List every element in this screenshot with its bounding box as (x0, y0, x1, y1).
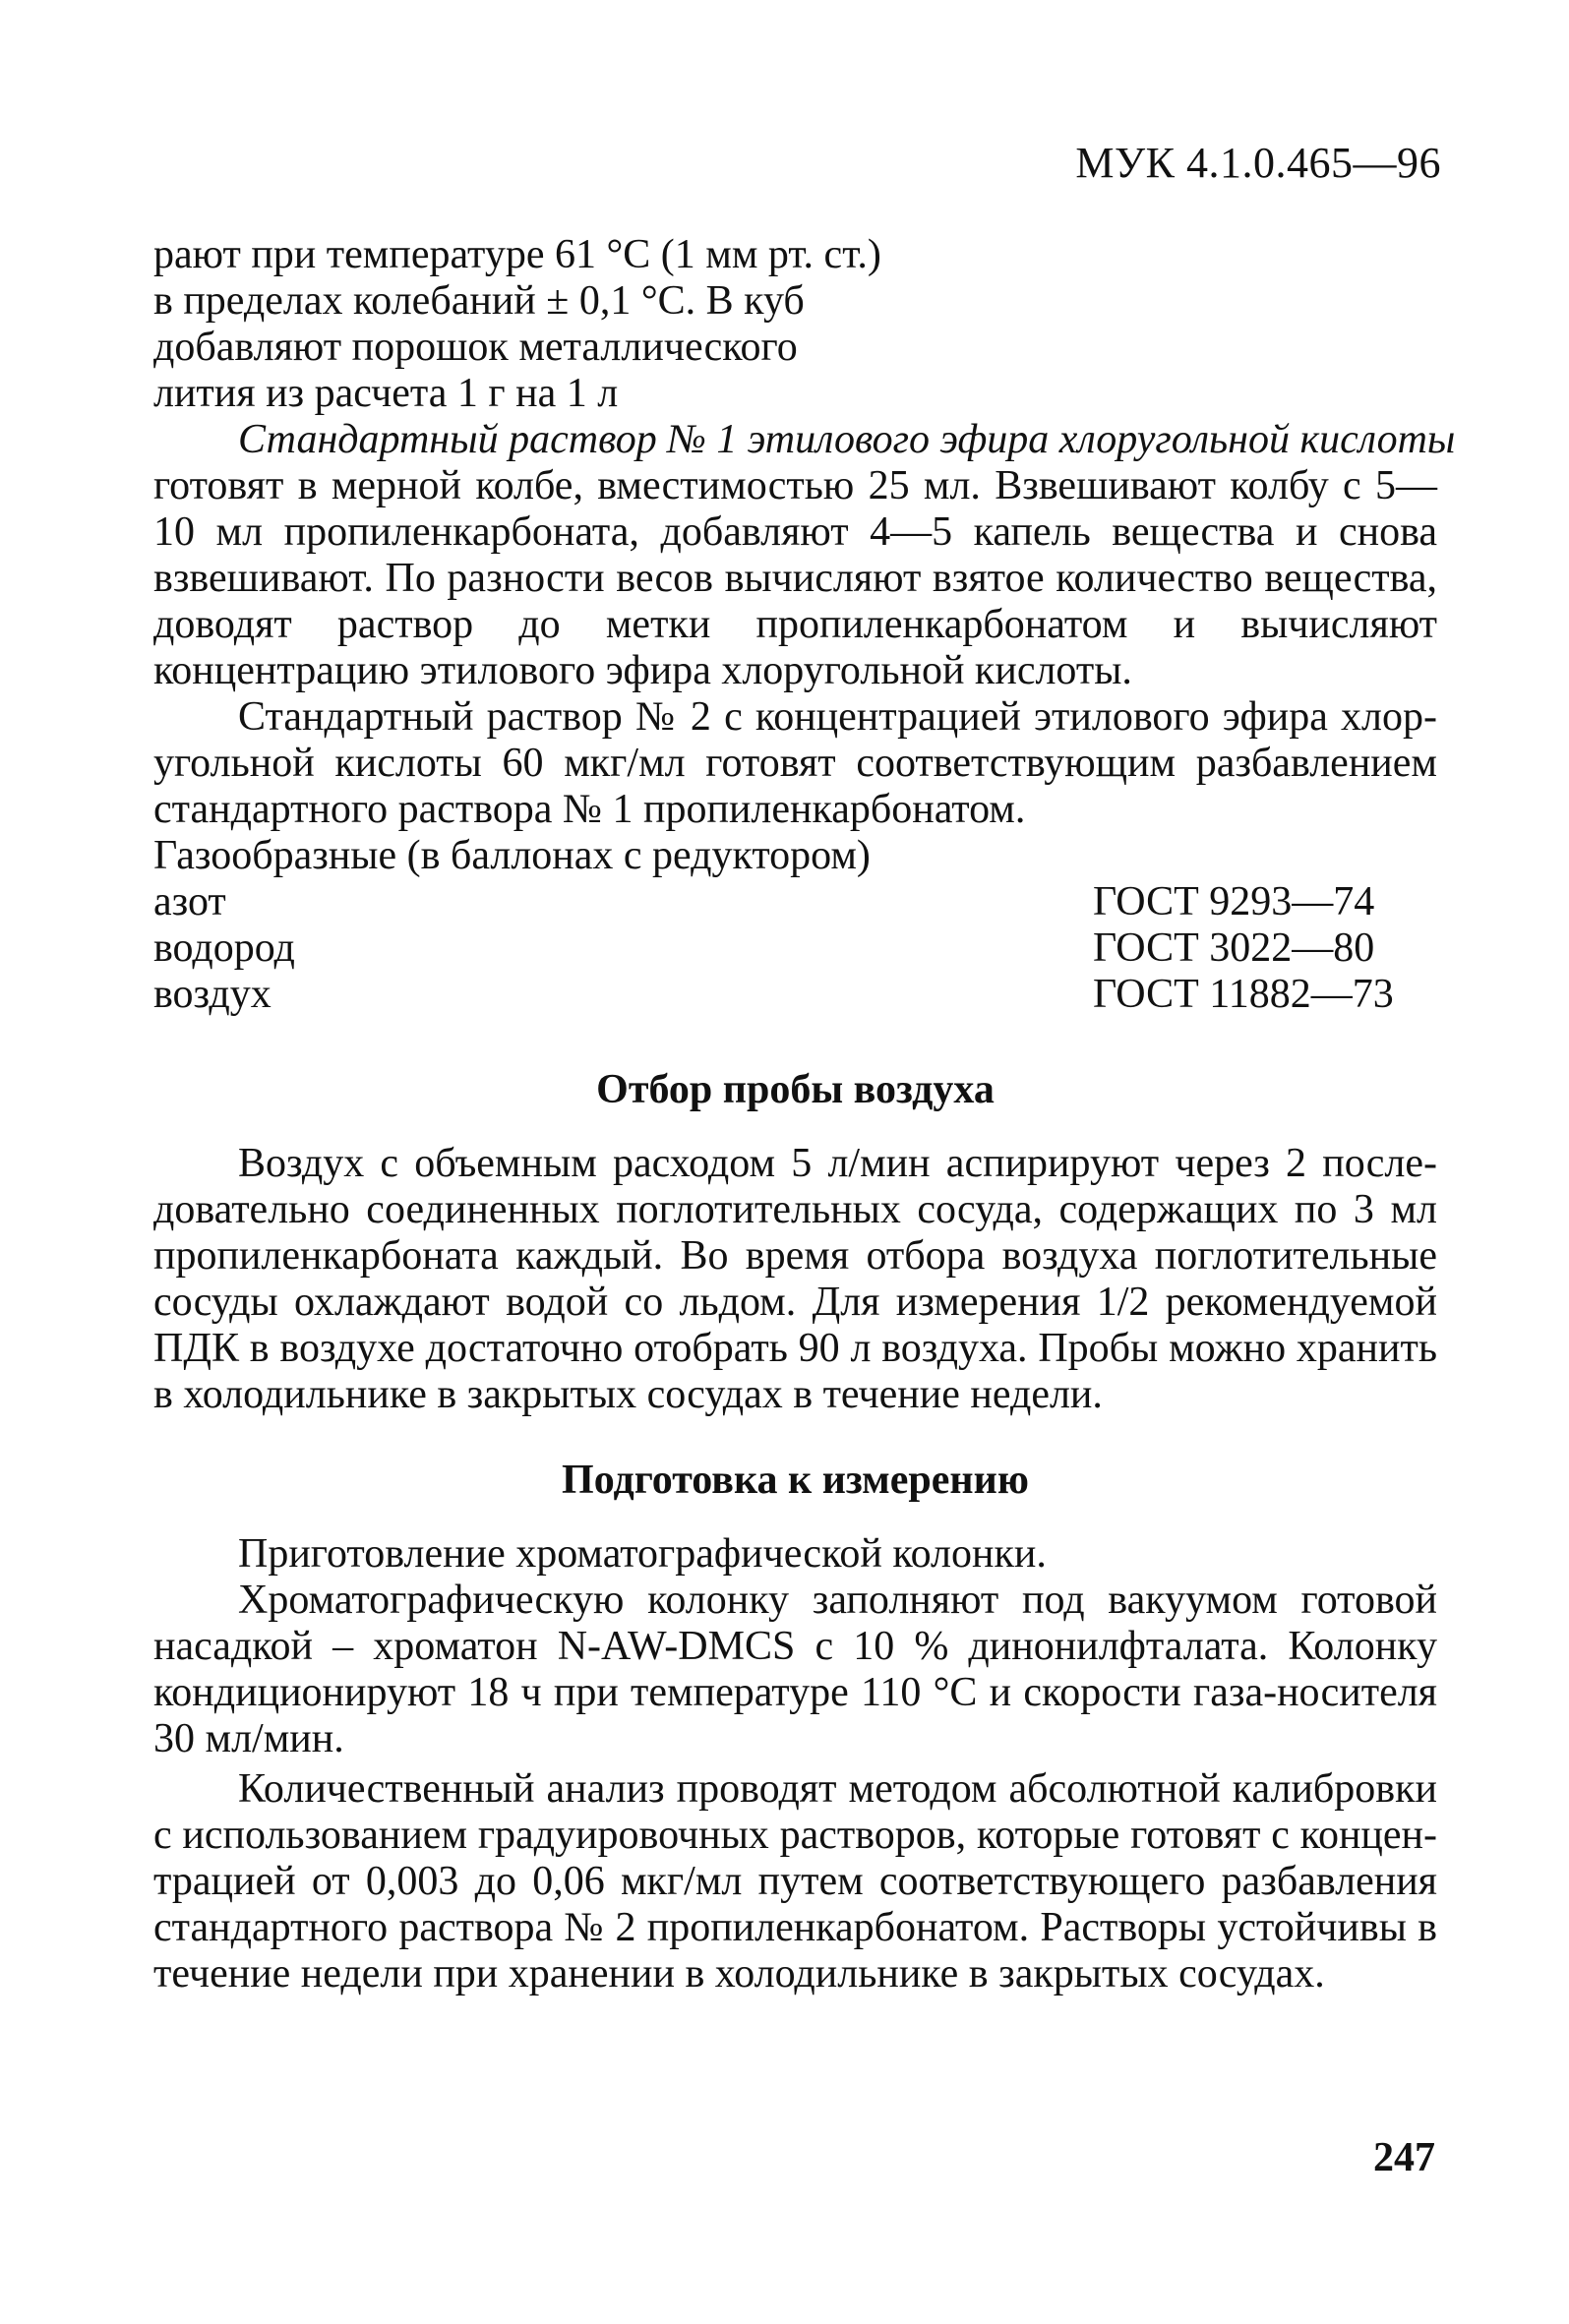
text-line: угольной кислоты 60 мкг/мл готовят соответствующим разбавлением (153, 741, 1437, 786)
gases-list (153, 833, 1437, 1018)
text-line: течение недели при хранении в холодильнике в закрытых сосудах. (153, 1951, 1325, 1996)
gas-row (153, 925, 1437, 972)
text-line: довательно соединенных поглотительных сосуда, содержащих по 3 мл (153, 1187, 1437, 1232)
text-line: концентрацию этилового эфира хлоругольной кислоты. (153, 648, 1132, 693)
text-line: готовят в мерной колбе, вместимостью 25 мл. Взвешивают колбу с 5— (153, 463, 1437, 508)
gas-row (153, 879, 1437, 925)
std-solution-1-paragraph (153, 417, 1456, 694)
doc-code-header: МУК 4.1.0.465—96 (1075, 139, 1441, 187)
text-line: доводят раствор до метки пропиленкарбонатом и вычисляют (153, 602, 1437, 647)
text-line: пропиленкарбоната каждый. Во время отбора воздуха поглотительные (153, 1233, 1437, 1279)
text-line: лития из расчета 1 г на 1 л (153, 371, 619, 416)
gas-standard: ГОСТ 9293—74 (1093, 879, 1375, 924)
column-paragraph (153, 1578, 1437, 1762)
text-line: взвешивают. По разности весов вычисляют взятое количество вещества, (153, 556, 1437, 601)
std-solution-1-heading: Стандартный раствор № 1 этилового эфира хлоругольной кислоты (238, 417, 1456, 462)
text-line: Стандартный раствор № 2 с концентрацией этилового эфира хлор- (238, 694, 1437, 740)
gas-name: азот (153, 879, 226, 924)
text-line: Количественный анализ проводят методом абсолютной калибровки (238, 1766, 1437, 1812)
text-line: добавляют порошок металлического (153, 325, 798, 370)
text-line: Воздух с объемным расходом 5 л/мин аспирируют через 2 после- (238, 1141, 1437, 1186)
text-line: кондиционируют 18 ч при температуре 110 °С и скорости газа-носителя (153, 1670, 1437, 1715)
text-line: 30 мл/мин. (153, 1716, 344, 1761)
gas-row (153, 972, 1437, 1018)
gases-intro: Газообразные (в баллонах с редуктором) (153, 833, 871, 878)
section-title-preparation: Подготовка к измерению (562, 1458, 1029, 1503)
gas-standard: ГОСТ 11882—73 (1093, 972, 1394, 1017)
gas-name: водород (153, 925, 295, 971)
text-line: трацией от 0,003 до 0,06 мкг/мл путем соответствующего разбавления (153, 1859, 1437, 1904)
page-number: 247 (1373, 2135, 1435, 2180)
text-line: 10 мл пропиленкарбоната, добавляют 4—5 капель вещества и снова (153, 509, 1437, 555)
std-solution-2-paragraph (153, 694, 1437, 833)
section-title-sampling: Отбор пробы воздуха (596, 1067, 995, 1112)
text-line: рают при температуре 61 °С (1 мм рт. ст.) (153, 232, 881, 277)
reagent-continuation (153, 232, 1437, 417)
gas-standard: ГОСТ 3022—80 (1093, 925, 1375, 971)
analysis-paragraph (153, 1766, 1437, 1997)
text-line: в холодильнике в закрытых сосудах в течение недели. (153, 1372, 1103, 1417)
text-line: стандартного раствора № 1 пропиленкарбонатом. (153, 787, 1026, 832)
text-line: в пределах колебаний ± 0,1 °С. В куб (153, 278, 805, 324)
page-body (153, 232, 1456, 1997)
text-line: ПДК в воздухе достаточно отобрать 90 л воздуха. Пробы можно хранить (153, 1326, 1437, 1371)
text-line: Хроматографическую колонку заполняют под вакуумом готовой (238, 1578, 1437, 1623)
preparation-subtitle: Приготовление хроматографической колонки. (238, 1531, 1047, 1577)
text-line: с использованием градуировочных растворов, которые готовят с концен- (153, 1813, 1437, 1858)
text-line: сосуды охлаждают водой со льдом. Для измерения 1/2 рекомендуемой (153, 1280, 1437, 1325)
text-line: насадкой – хроматон N-AW-DMCS с 10 % динонилфталата. Колонку (153, 1624, 1437, 1669)
text-line: стандартного раствора № 2 пропиленкарбонатом. Растворы устойчивы в (153, 1905, 1437, 1950)
sampling-paragraph (153, 1141, 1437, 1418)
gas-name: воздух (153, 972, 272, 1017)
